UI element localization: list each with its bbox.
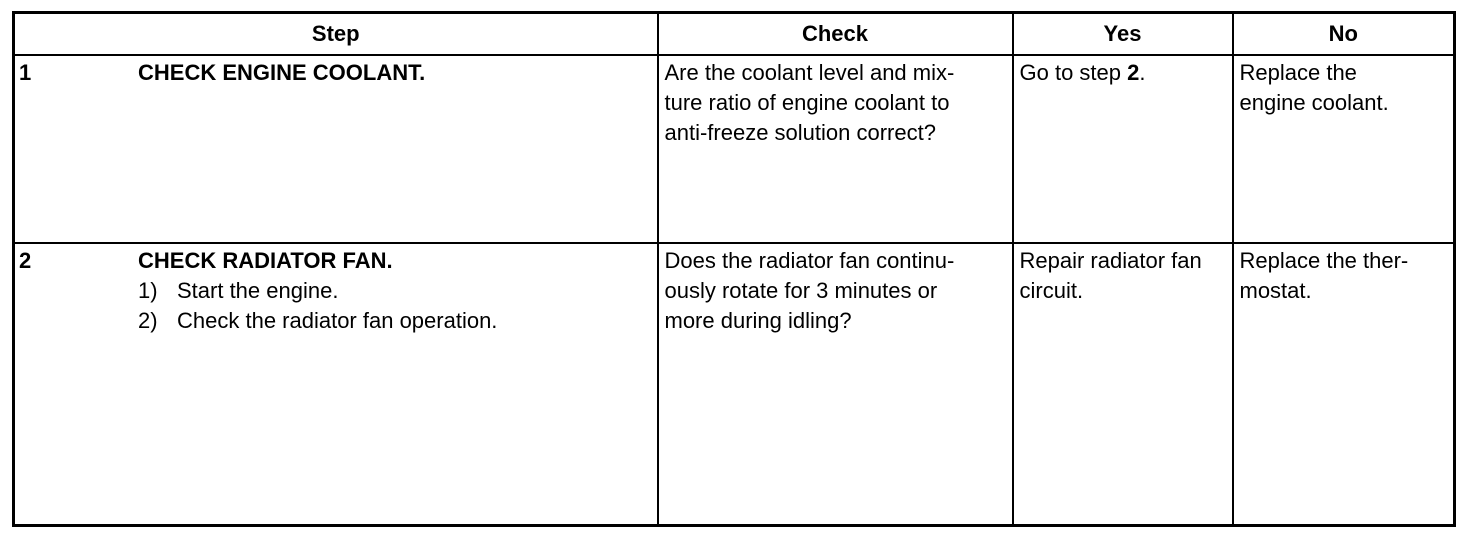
- yes-cell: [1013, 243, 1233, 526]
- check-line: ture ratio of engine coolant to: [664, 90, 950, 115]
- no-line: engine coolant.: [1239, 90, 1389, 115]
- table-row: [14, 243, 1455, 526]
- check-cell: [658, 55, 1013, 243]
- sub-step-text: Check the radiator fan operation.: [177, 308, 498, 333]
- check-line: anti-freeze solution correct?: [664, 120, 936, 145]
- check-line: more during idling?: [664, 308, 852, 333]
- no-cell: [1233, 55, 1455, 243]
- step-number: 1: [19, 60, 32, 85]
- diagnostic-table: [12, 11, 1456, 527]
- header-check: Check: [658, 13, 1013, 56]
- sub-step-text: Start the engine.: [177, 278, 339, 303]
- header-yes: Yes: [1013, 13, 1233, 56]
- yes-text: Go to step: [1019, 60, 1128, 85]
- yes-line: Repair radiator fan: [1019, 248, 1202, 273]
- yes-line: circuit.: [1019, 278, 1084, 303]
- header-no: No: [1233, 13, 1455, 56]
- check-cell: [658, 243, 1013, 526]
- check-line: Are the coolant level and mix-: [664, 60, 955, 85]
- sub-step-number: 1): [138, 278, 158, 303]
- yes-cell: [1013, 55, 1233, 243]
- sub-step-number: 2): [138, 308, 158, 333]
- step-number: 2: [19, 248, 32, 273]
- step-reference: 2: [1127, 60, 1140, 85]
- no-line: Replace the ther-: [1239, 248, 1409, 273]
- sub-step: [138, 276, 657, 306]
- step-title: CHECK RADIATOR FAN.: [138, 248, 393, 273]
- no-line: mostat.: [1239, 278, 1312, 303]
- no-line: Replace the: [1239, 60, 1357, 85]
- table-header-row: [14, 13, 1455, 56]
- step-cell: [14, 55, 658, 243]
- step-title: CHECK ENGINE COOLANT.: [138, 60, 426, 85]
- sub-step: [138, 306, 657, 336]
- check-line: ously rotate for 3 minutes or: [664, 278, 938, 303]
- yes-text-suffix: .: [1139, 60, 1146, 85]
- step-cell: [14, 243, 658, 526]
- table-row: [14, 55, 1455, 243]
- check-line: Does the radiator fan continu-: [664, 248, 955, 273]
- header-step: Step: [14, 13, 658, 56]
- no-cell: [1233, 243, 1455, 526]
